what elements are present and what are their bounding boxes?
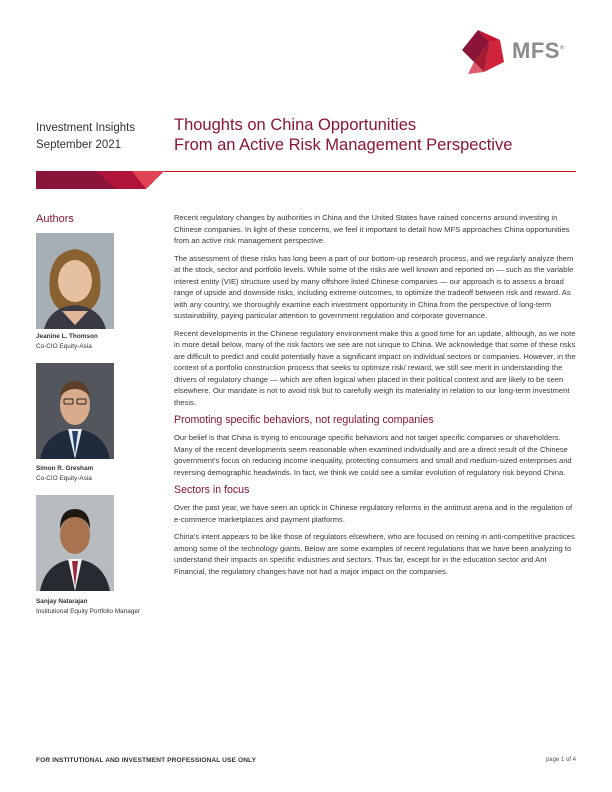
page-number: page 1 of 4 xyxy=(545,757,576,763)
section-heading-behaviors: Promoting specific behaviors, not regulating companies xyxy=(174,414,434,426)
title-line-2: From an Active Risk Management Perspective xyxy=(174,136,513,154)
paragraph-3: Recent developments in the Chinese regulatory environment make this a good time for an update, although, as we note in more detail below, many of the risk factors we see are not unique to China. We acknowledge that some of these risks are difficult to predict and could potentially have a significant impact on individual sectors or companies. However, in the context of a portfolio construction process that seeks to optimize risk/ reward, we still see merit in understanding the drivers of regulatory change — which are often logical when placed in their political context and are likely to be seen elsewhere. Our mandate is not to avoid risk but to carefully weigh its materiality in relation to our long-term investment thesis. xyxy=(174,328,576,407)
paragraph-1: Recent regulatory changes by authorities in China and the United States have raised concerns around investing in Chinese companies. In light of these concerns, we feel it important to detail how MFS approaches China opportunities from an active risk management perspective. xyxy=(174,213,570,245)
paragraph-5: Over the past year, we have seen an uptick in Chinese regulatory reforms in the antitrust arena and in the regulation of e-commerce marketplaces and payment platforms. xyxy=(174,503,573,524)
author-photo-thomson xyxy=(36,233,114,329)
author-photo-gresham xyxy=(36,363,114,459)
footer-disclaimer: FOR INSTITUTIONAL AND INVESTMENT PROFESSIONAL USE ONLY xyxy=(36,757,257,764)
author-role-1: Co-CIO Equity-Asia xyxy=(36,343,92,350)
author-role-2: Co-CIO Equity-Asia xyxy=(36,475,92,482)
author-name-2: Simon R. Gresham xyxy=(36,465,94,472)
title-line-1: Thoughts on China Opportunities xyxy=(174,116,417,134)
series-label: Investment Insights xyxy=(36,122,136,134)
section-heading-sectors: Sectors in focus xyxy=(174,484,250,496)
author-photo-natarajan xyxy=(36,495,114,591)
header-rule-band xyxy=(36,171,576,189)
article-body xyxy=(174,212,576,583)
publication-date: September 2021 xyxy=(36,139,122,151)
author-role-3: Institutional Equity Portfolio Manager xyxy=(36,608,141,615)
author-name-1: Jeanine L. Thomson xyxy=(36,333,98,340)
mfs-logo xyxy=(460,28,576,78)
author-name-3: Sanjay Natarajan xyxy=(36,598,88,605)
mfs-logo-text: MFS® xyxy=(512,38,565,63)
page-title xyxy=(174,115,512,155)
paragraph-2: The assessment of these risks has long been a part of our bottom-up research process, and we regularly analyze them at the stock, sector and portfolio levels. While some of the risks are well known and reported on — such as the variable interest entity (VIE) structure used by many offshore listed Chinese companies — our approach is to assess a broad range of upside and downside risks, including extreme outcomes, to optimize the tradeoff between risk and reward. As with any country, we thoroughly examine each investment opportunity in China from the perspective of long-term sustainability, paying particular attention to government regulation and corporate governance. xyxy=(174,253,574,320)
mfs-logo-mark-icon xyxy=(460,28,510,78)
authors-heading: Authors xyxy=(36,213,74,225)
paragraph-4: Our belief is that China is trying to encourage specific behaviors and not target specific companies or shareholders. Many of the recent developments seem reasonable when examined individually and are a direct result of the Chinese government's focus on reducing income inequality, protecting consumers and small and medium-sized enterprises and reversing demographic headwinds. In fact, we think we could see a similar evolution of regulatory risk beyond China. xyxy=(174,433,572,477)
paragraph-6: China's intent appears to be like those of regulators elsewhere, who are focused on reining in anti-competitive practices among some of the technology giants. Below are some examples of recent regulations that we have been analyzing to understand their impacts on specific industries and sectors. Thus far, except for in the education sector and Ant Financial, the regulatory changes have not had a major impact on the companies. xyxy=(174,532,575,576)
